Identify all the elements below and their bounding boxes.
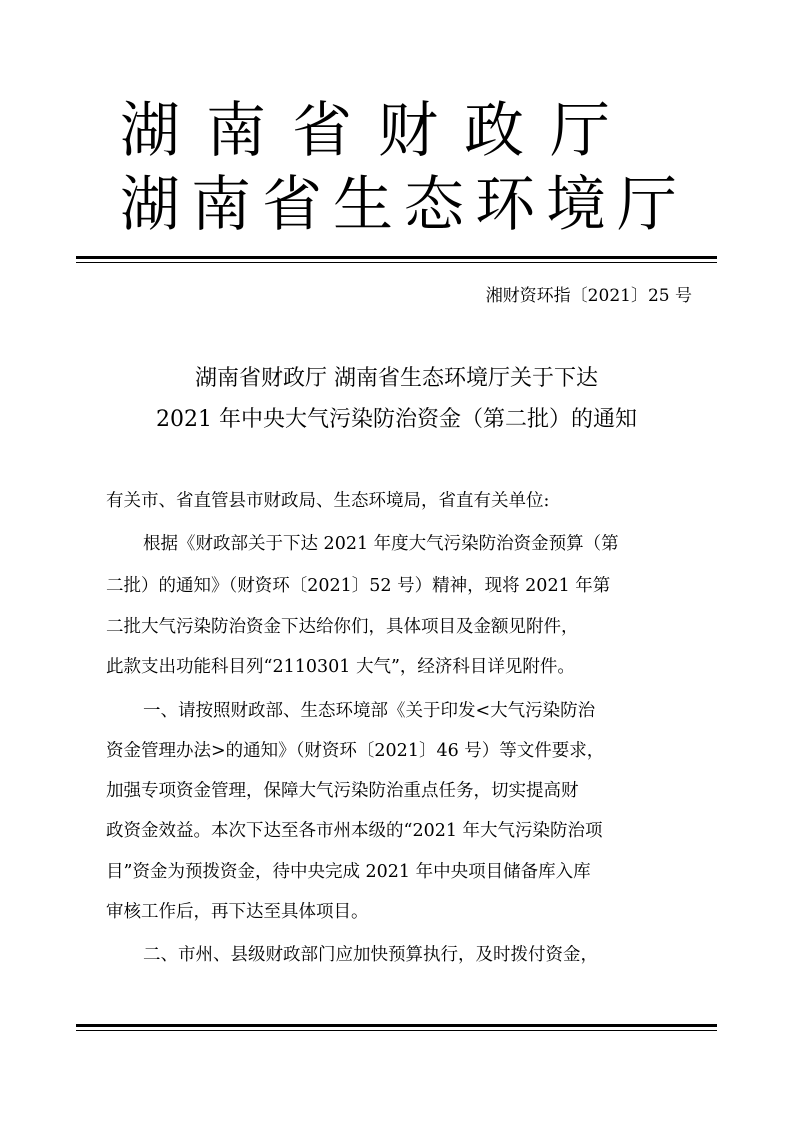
body-line: 审核工作后，再下达至具体项目。 [106, 902, 369, 922]
issuer-finance-department: 湖南省财政厅 [120, 96, 636, 166]
body-line: 加强专项资金管理，保障大气污染防治重点任务，切实提高财 [106, 781, 579, 801]
body-line: 一、请按照财政部、生态环境部《关于印发<大气污染防治 [143, 701, 596, 721]
header-rule-thick [76, 256, 717, 259]
footer-rule-thick [76, 1024, 717, 1027]
issuer-ecology-department: 湖南省生态环境厅 [120, 170, 688, 240]
body-line: 二、市州、县级财政部门应加快预算执行，及时拨付资金， [143, 945, 598, 965]
body-line: 目”资金为预拨资金，待中央完成 2021 年中央项目储备库入库 [106, 862, 591, 882]
body-line: 根据《财政部关于下达 2021 年度大气污染防治资金预算（第 [143, 534, 619, 554]
footer-rule-thin [76, 1030, 717, 1031]
body-line: 资金管理办法>的通知》（财资环〔2021〕46 号）等文件要求， [106, 741, 605, 761]
body-line: 二批大气污染防治资金下达给你们，具体项目及金额见附件， [106, 617, 579, 637]
header-rule-thin [76, 262, 717, 263]
addressee: 有关市、省直管县市财政局、生态环境局，省直有关单位: [106, 491, 550, 511]
body-line: 二批）的通知》（财资环〔2021〕52 号）精神，现将 2021 年第 [106, 576, 611, 596]
body-line: 此款支出功能科目列“2110301 大气”，经济科目详见附件。 [106, 657, 575, 677]
body-line: 政资金效益。本次下达至各市州本级的“2021 年大气污染防治项 [106, 821, 603, 841]
document-title-line-1: 湖南省财政厅 湖南省生态环境厅关于下达 [195, 366, 598, 391]
document-number: 湘财资环指〔2021〕25 号 [485, 286, 692, 306]
document-title-line-2: 2021 年中央大气污染防治资金（第二批）的通知 [156, 407, 637, 432]
